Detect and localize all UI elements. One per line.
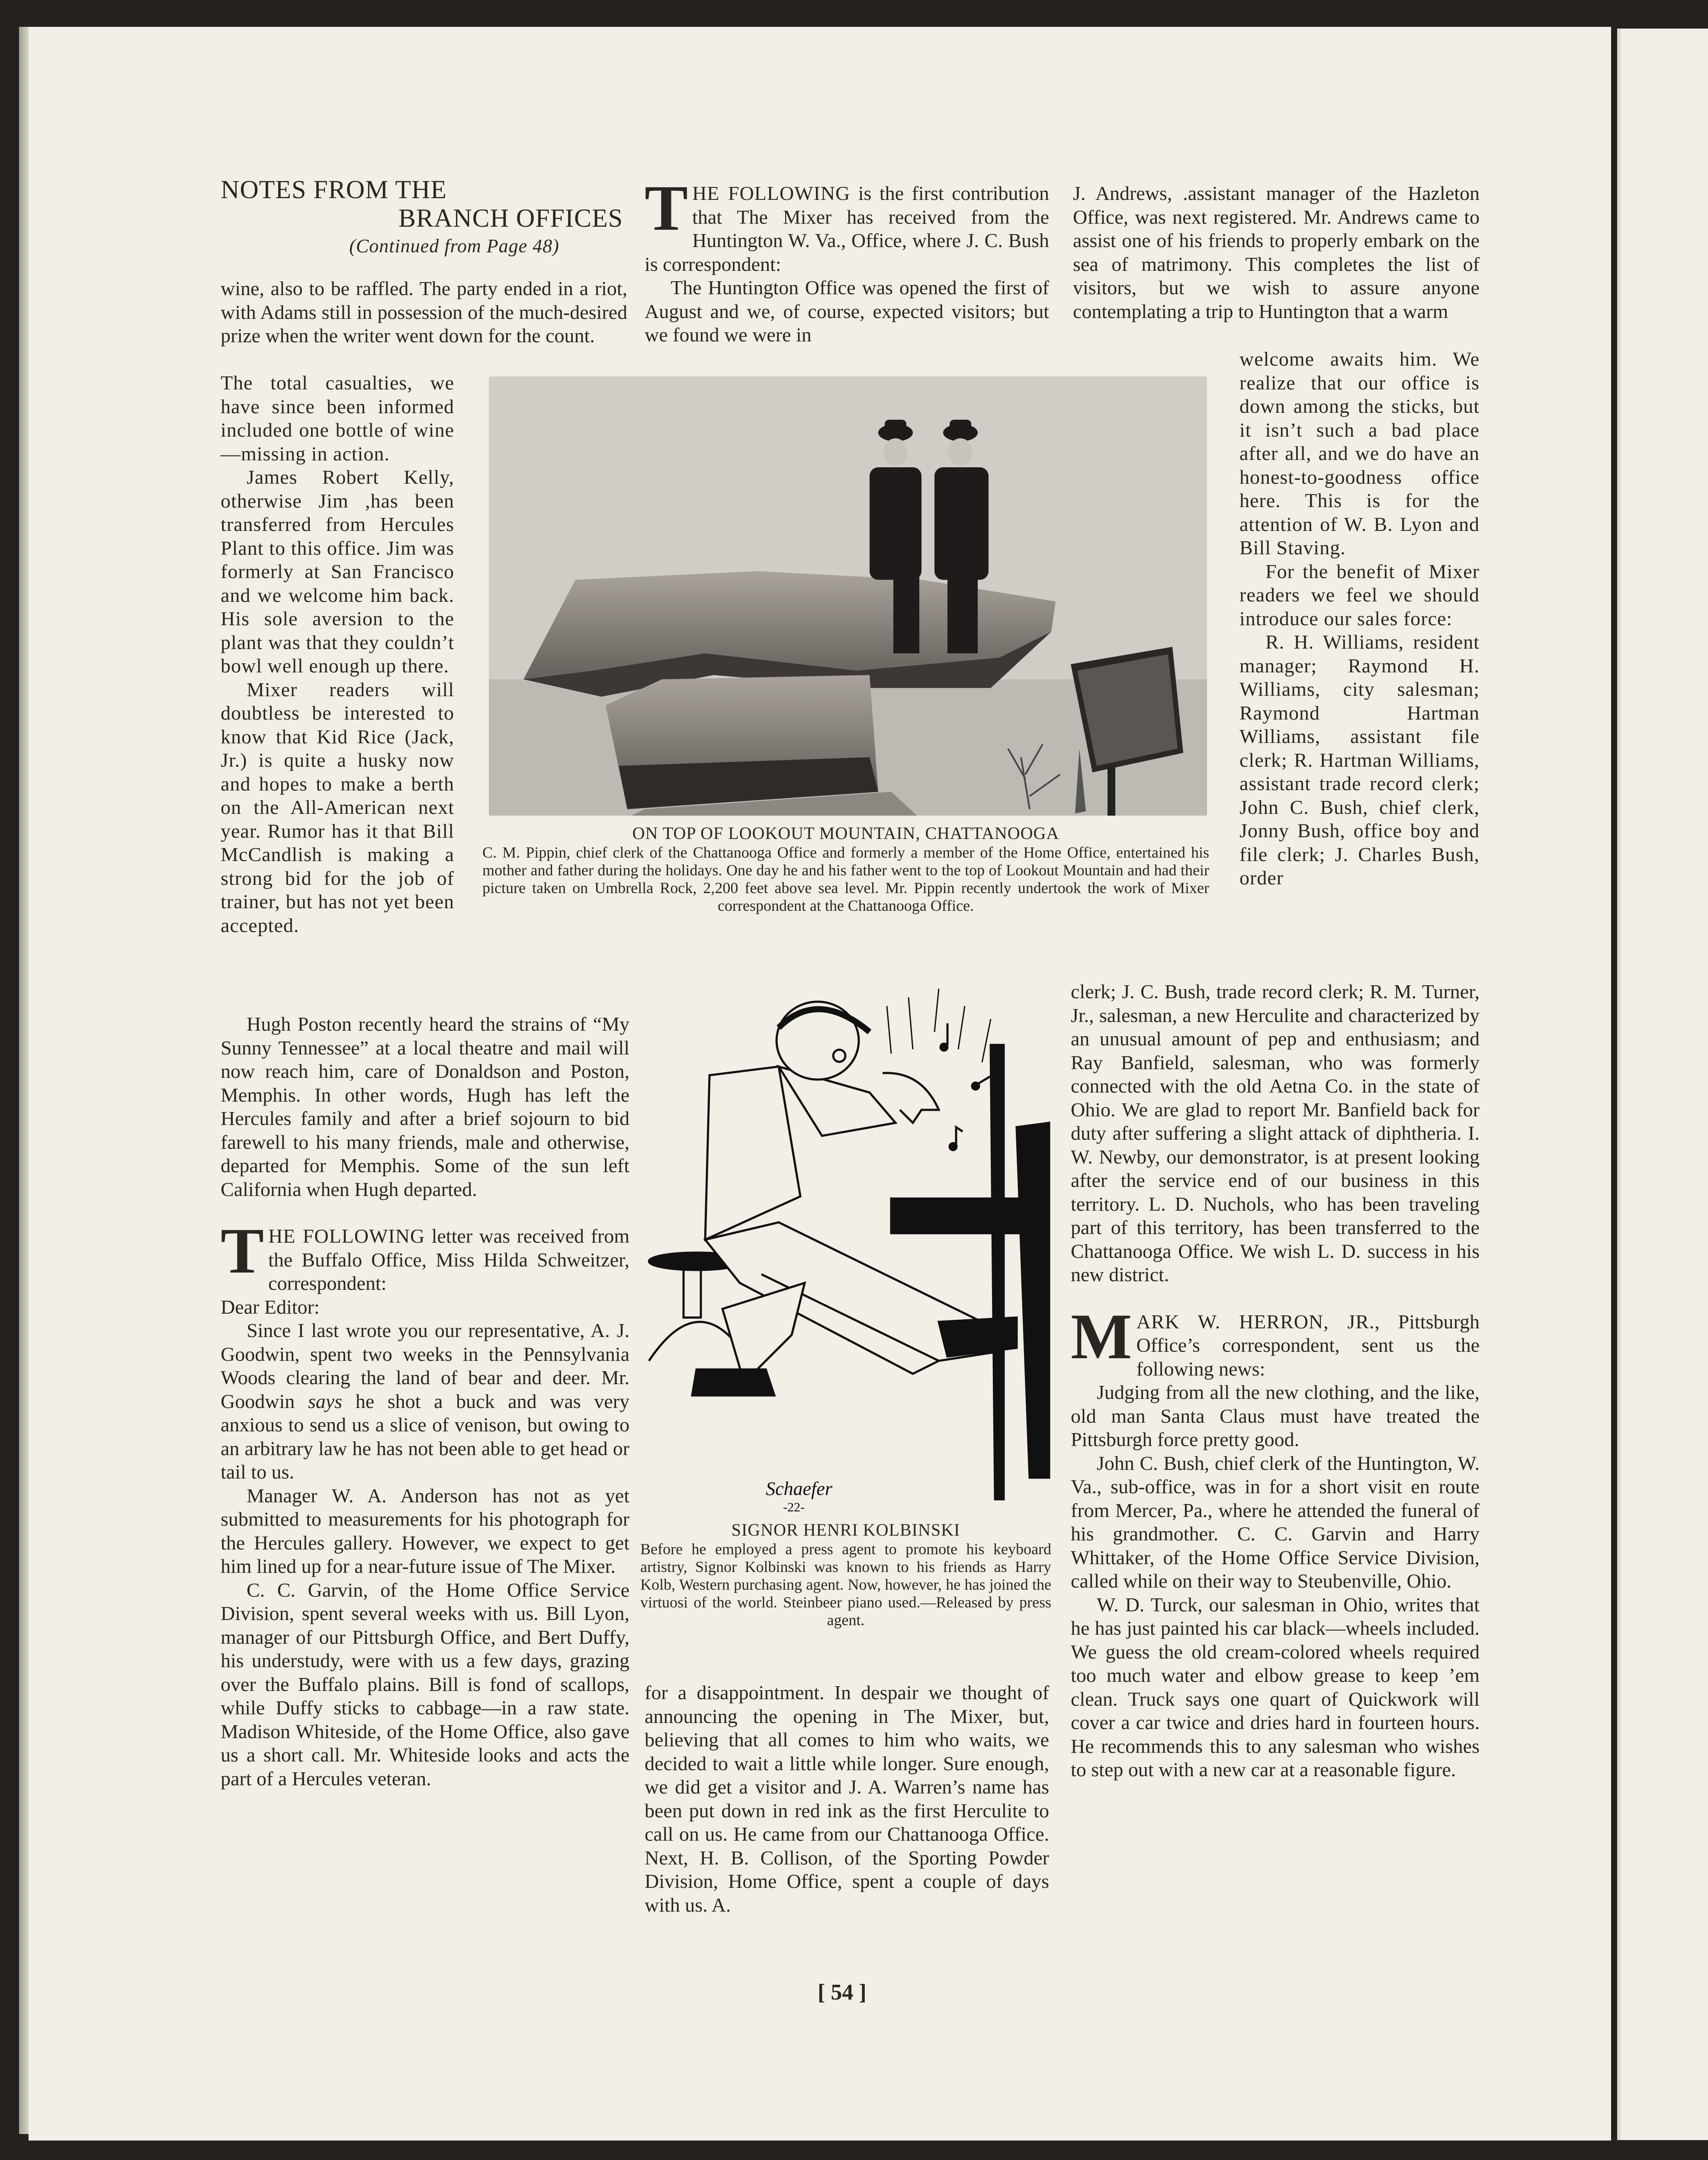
photo-caption-title: ON TOP OF LOOKOUT MOUNTAIN, CHATTANOOGA — [632, 823, 1059, 843]
kolbinski-caricature — [636, 980, 1060, 1514]
left-column-narrow — [221, 371, 454, 937]
paragraph: for a disappointment. In despair we thought of announcing the opening in The Mixer, but, believing that all comes to him who waits, we decided to wait a little while longer. Sure enough, we did get a visitor and J. A. Warren’s name has been put down in red ink as the first Herculite to call on us. He came from our Chattanooga Office. Next, H. B. Collison, of the Sporting Powder Division, Home Office, spent a couple of days with us. A. — [645, 1681, 1049, 1916]
paragraph: clerk; J. C. Bush, trade record clerk; R. M. Turner, Jr., salesman, a new Herculite and characterized by an unusual amount of pep and enthusiasm; and Ray Banfield, salesman, who was formerly connected with the old Aetna Co. in the state of Ohio. We are glad to report Mr. Banfield back for duty after suffering a slight attack of diphtheria. I. W. Newby, our demonstrator, is at present looking after the service end of our business in this territory. L. D. Nuchols, who has been traveling part of this territory, has been transferred to the Chattanooga Office. We wish L. D. success in his new district. — [1071, 980, 1480, 1286]
umbrella-rock-image — [489, 376, 1207, 816]
paragraph: For the benefit of Mixer readers we feel we should introduce our sales force: — [1239, 560, 1480, 630]
paragraph: J. Andrews, .assistant manager of the Hazleton Office, was next registered. Mr. Andrews came to assist one of his friends to properly embark on the sea of matrimony. This completes the list of visitors, but we wish to assure anyone contemplating a trip to Huntington that a warm — [1073, 182, 1480, 322]
paragraph: W. D. Turck, our salesman in Ohio, writes that he has just painted his car black—wheels included. We guess the old cream-colored wheels required too much water and elbow grease to keep ’em clean. Truck says one quart of Quickwork will cover a car twice and dries hard in fourteen hours. He recommends this to any salesman who wishes to step out with a new car at a reasonable figure. — [1071, 1593, 1480, 1781]
paragraph: John C. Bush, chief clerk of the Huntington, W. Va., sub-office, was in for a short visit en route from Mercer, Pa., where he attended the funeral of his grandmother. C. C. Garvin and Harry Whittaker, of the Home Office Service Division, called while on their way to Steubenville, Ohio. — [1071, 1452, 1480, 1592]
left-column-lower — [221, 1012, 629, 1790]
paragraph: The total casualties, we have since been informed included one bottle of wine—missing in action. — [221, 372, 454, 465]
headline-line-1: NOTES FROM THE — [221, 175, 447, 204]
facing-page-edge — [1617, 29, 1708, 2140]
page-number: [ 54 ] — [818, 1980, 867, 2005]
paragraph: Mixer readers will doubtless be interested to know that Kid Rice (Jack, Jr.) is quite a husky now and hopes to make a berth on the All-American next year. Rumor has it that Bill McCandlish is making a strong bid for the job of trainer, but has not yet been accepted. — [221, 678, 454, 936]
paragraph: C. C. Garvin, of the Home Office Service Division, spent several weeks with us. Bill Lyon, manager of our Pittsburgh Office, and Bert Duffy, his understudy, were with us a few days, grazing over the Buffalo plains. Bill is fond of scallops, while Duffy sticks to cabbage—in a raw state. Madison Whiteside, of the Home Office, also gave us a short call. Mr. Whiteside looks and acts the part of a Hercules veteran. — [221, 1578, 629, 1790]
pittsburgh-intro: MARK W. HERRON, JR., Pittsburgh Office’s correspondent, sent us the following news: — [1071, 1300, 1480, 1380]
paragraph: Judging from all the new clothing, and the like, old man Santa Claus must have treated the Pittsburgh force pretty good. — [1071, 1381, 1480, 1450]
paragraph: Manager W. A. Anderson has not as yet submitted to measurements for his photograph for the Hercules gallery. However, we expect to get him lined up for a near-future issue of The Mixer. — [221, 1484, 629, 1577]
salutation: Dear Editor: — [221, 1295, 320, 1318]
paragraph: The Huntington Office was opened the first of August and we, of course, expected visitors; but we found we were in — [645, 276, 1049, 346]
paragraph: James Robert Kelly, otherwise Jim ,has been transferred from Hercules Plant to this office. Jim was formerly at San Francisco and we welcome him back. His sole aversion to the plant was that they couldn’t bowl well enough up there. — [221, 466, 454, 677]
paragraph: welcome awaits him. We realize that our office is down among the sticks, but it isn’t such a bad place after all, and we do have an honest-to-goodness office here. This is for the attention of W. B. Lyon and Bill Staving. — [1239, 348, 1480, 559]
buffalo-intro: THE FOLLOWING letter was received from the Buffalo Office, Miss Hilda Schweitzer, correspondent: — [221, 1215, 630, 1294]
paragraph: Hugh Poston recently heard the strains of “My Sunny Tennessee” at a local theatre and mail will now reach him, care of Donaldson and Poston, Memphis. In other words, Hugh has left the Hercules family and after a brief sojourn to bid farewell to his many friends, male and otherwise, departed for Memphis. Some of the sun left California when Hugh departed. — [221, 1013, 629, 1200]
headline-line-2: BRANCH OFFICES — [398, 204, 623, 232]
photo-caption — [482, 824, 1209, 915]
lookout-mountain-photo — [489, 376, 1207, 816]
middle-column-bottom — [645, 1681, 1049, 1917]
page-edge — [19, 27, 29, 2134]
middle-column-top — [645, 172, 1049, 347]
paragraph: wine, also to be raffled. The party ended in a riot, with Adams still in possession of the much-desired prize when the writer went down for the count. — [221, 277, 627, 347]
right-column-lower — [1071, 980, 1480, 1782]
continued-note: (Continued from Page 48) — [349, 235, 559, 257]
right-column-narrow — [1239, 347, 1480, 890]
paragraph: R. H. Williams, resident manager; Raymond H. Williams, city salesman; Raymond Hartman Williams, assistant file clerk; R. Hartman Williams, assistant trade record clerk; John C. Bush, chief clerk, Jonny Bush, office boy and file clerk; J. Charles Bush, order — [1239, 631, 1480, 889]
photo-caption-body: C. M. Pippin, chief clerk of the Chattanooga Office and formerly a member of the Home Office, entertained his mother and father during the holidays. One day he and his father went to the top of Lookout Mountain and had their picture taken on Umbrella Rock, 2,200 feet above sea level. Mr. Pippin recently undertook the work of Mixer correspondent at the Chattanooga Office. — [482, 844, 1209, 914]
artist-signature: Schaefer — [766, 1478, 832, 1499]
drop-cap: T — [645, 172, 688, 244]
pianist-cartoon — [636, 980, 1060, 1514]
section-headline — [221, 175, 627, 258]
cartoon-caption-body: Before he employed a press agent to promote his keyboard artistry, Signor Kolbinski was known to his friends as Harry Kolb, Western purchasing agent. Now, however, he has joined the virtuosi of the world. Steinbeer piano used.—Released by press agent. — [640, 1540, 1051, 1629]
drop-cap: M — [1071, 1300, 1132, 1372]
cartoon-caption — [640, 1521, 1051, 1629]
huntington-intro: THE FOLLOWING is the first contribution that The Mixer has received from the Huntington W. Va., Office, where J. C. Bush is correspondent: — [645, 172, 1049, 275]
cartoon-caption-title: SIGNOR HENRI KOLBINSKI — [731, 1520, 960, 1540]
artist-signature-year: -22- — [783, 1500, 805, 1514]
paragraph: Since I last wrote you our representative, A. J. Goodwin, spent two weeks in the Pennsylvania Woods clearing the land of bear and deer. Mr. Goodwin says he shot a buck and was very anxious to send us a slice of venison, but owing to an arbitrary law he has not been able to get head or tail to us. — [221, 1319, 629, 1483]
drop-cap: T — [221, 1215, 264, 1287]
left-column-top — [221, 277, 627, 348]
right-column-top — [1073, 182, 1480, 323]
